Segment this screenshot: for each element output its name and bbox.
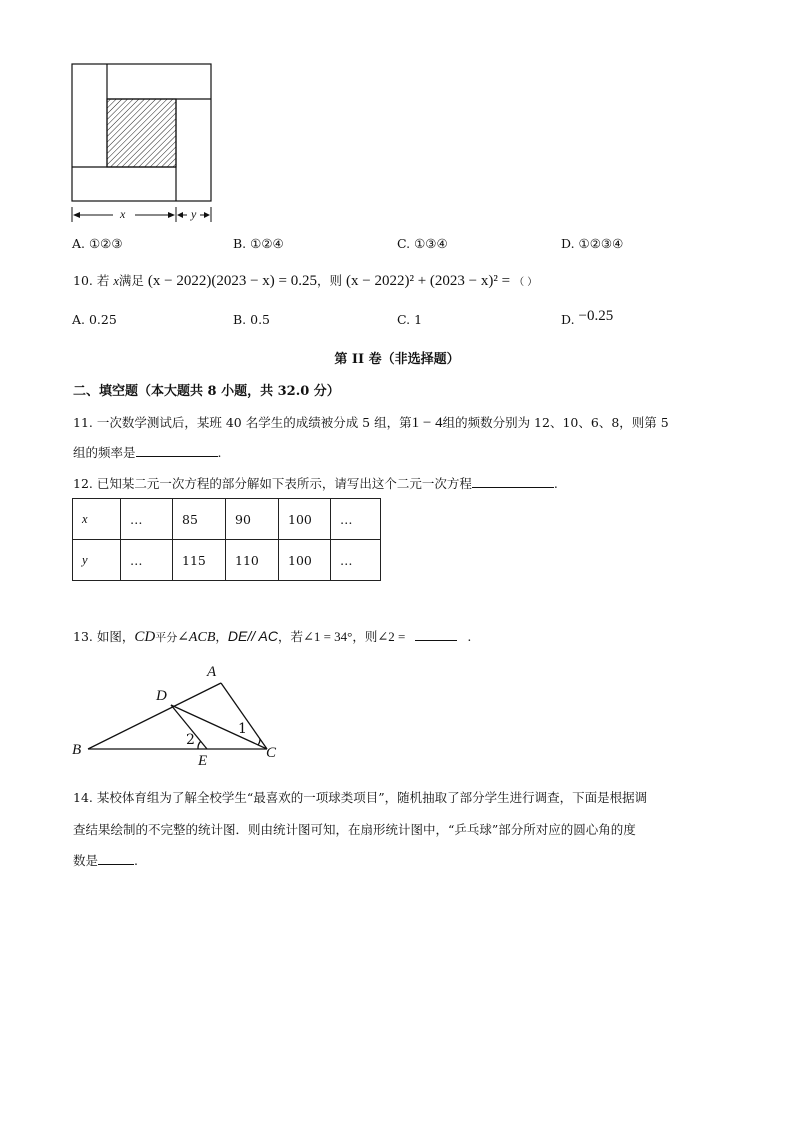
- q13-then: ，则: [352, 629, 378, 644]
- table-cell: y: [73, 540, 121, 581]
- q10-expression: (x − 2022)² + (2023 − x)² =: [346, 273, 511, 289]
- q14-answer-blank[interactable]: [98, 864, 134, 865]
- angle-1-arc: [258, 739, 260, 745]
- part2-title: 第 II 卷（非选择题）: [334, 352, 460, 367]
- q10-condition: (x − 2022)(2023 − x) = 0.25: [147, 273, 318, 289]
- q13-comma: ，: [215, 629, 228, 644]
- q11-end: .: [217, 445, 222, 460]
- table-cell: …: [331, 499, 381, 540]
- q14-line2: 查结果绘制的不完整的统计图．则由统计图可知，在扇形统计图中，“乒乓球”部分所对应的圆心角的度: [73, 822, 636, 837]
- q13-acb: ∠ACB: [177, 630, 216, 645]
- table-cell: …: [331, 540, 381, 581]
- q9-option-d: D. ①②③④: [561, 236, 624, 251]
- q9-option-b: B. ①②④: [233, 236, 284, 251]
- q9-option-c: C. ①③④: [397, 236, 448, 251]
- q13-end: .: [467, 629, 472, 644]
- table-cell: 85: [173, 499, 226, 540]
- q10-mid: 满足: [118, 273, 144, 288]
- table-cell: …: [121, 540, 173, 581]
- q11-text-a: 11. 一次数学测试后，某班 40 名学生的成绩被分成 5 组，第: [73, 415, 412, 430]
- q10-option-d-label: D.: [561, 312, 575, 327]
- q10-option-a: A. 0.25: [72, 312, 117, 327]
- fig9-label-x: x: [120, 207, 126, 221]
- q10-paren: （ ）: [514, 277, 538, 288]
- section2-title: 二、填空题（本大题共 8 小题，共 32.0 分）: [73, 384, 340, 399]
- table-cell: x: [73, 499, 121, 540]
- q14-line1: 14. 某校体育组为了解全校学生“最喜欢的一项球类项目”，随机抽取了部分学生进行调查，下面是根据调: [73, 790, 648, 805]
- table-cell: 100: [279, 540, 331, 581]
- q9-option-a: A. ①②③: [72, 236, 123, 251]
- q13-bisect: 平分: [155, 631, 178, 644]
- q13-de-ac: DE// AC: [227, 628, 278, 644]
- q13-prefix: 13. 如图，: [73, 629, 135, 644]
- angle-2-arc: [198, 741, 201, 749]
- q13-angle1: ∠1 = 34°: [302, 629, 353, 644]
- q10-option-b: B. 0.5: [233, 312, 271, 327]
- fig13-label-b: B: [72, 742, 82, 758]
- q12-text: 12. 已知某二元一次方程的部分解如下表所示，请写出这个二元一次方程: [73, 476, 472, 491]
- table-cell: 115: [173, 540, 226, 581]
- fig13-label-d: D: [156, 688, 167, 704]
- q10-option-d-value: −0.25: [578, 308, 614, 324]
- fig9-label-y: y: [191, 207, 197, 221]
- q10-prefix: 10. 若: [73, 273, 110, 288]
- q10-var: x: [113, 274, 119, 288]
- q14-end: .: [134, 853, 138, 868]
- fig13-label-angle1: 1: [238, 721, 247, 737]
- segment-ab: [88, 683, 221, 749]
- q13-angle2: ∠2 =: [377, 629, 406, 644]
- q13-if: ，若: [277, 629, 303, 644]
- table-cell: 100: [279, 499, 331, 540]
- fig13-label-c: C: [266, 745, 277, 761]
- q12-end: .: [553, 476, 558, 491]
- table-cell: …: [121, 499, 173, 540]
- q11-text-c: 组的频率是: [73, 445, 136, 460]
- q10-then: ，则: [317, 273, 343, 288]
- q13-cd: CD: [134, 629, 156, 645]
- q11-text-b: 组的频数分别为 12、10、6、8，则第 5: [442, 415, 669, 430]
- fig13-label-a: A: [207, 664, 217, 680]
- table-cell: 110: [226, 540, 279, 581]
- q14-text: 数是: [73, 853, 99, 868]
- fig13-label-e: E: [198, 753, 208, 769]
- q10-option-c: C. 1: [397, 312, 423, 327]
- q11-range: 1 − 4: [411, 415, 443, 431]
- q14-line3: [73, 851, 138, 869]
- table-cell: 90: [226, 499, 279, 540]
- fig13-label-angle2: 2: [186, 732, 195, 748]
